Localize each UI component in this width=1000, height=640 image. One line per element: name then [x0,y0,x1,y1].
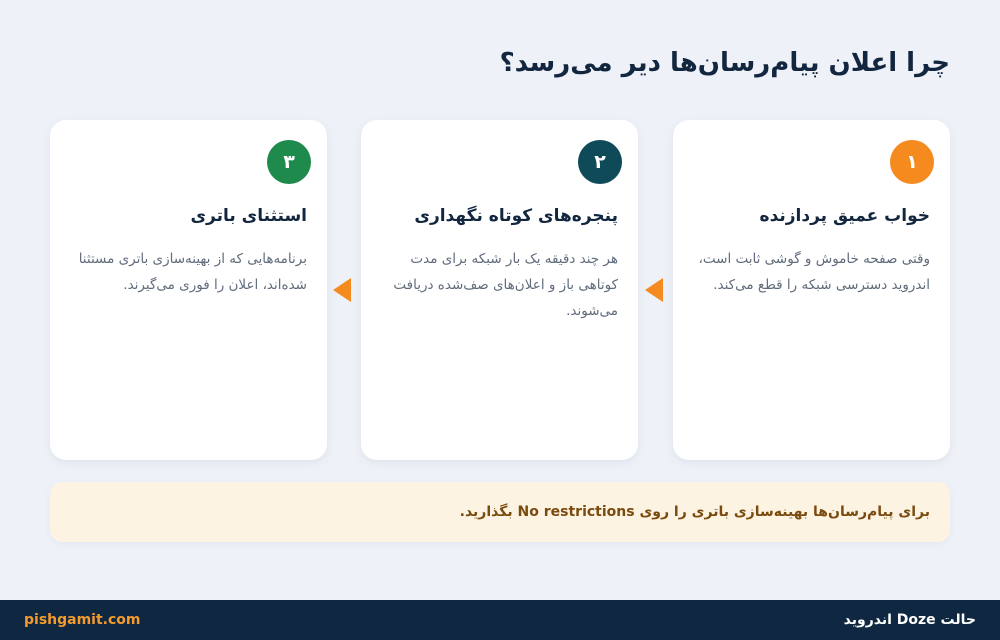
step-card-1 [673,120,950,460]
flow-arrow-icon [333,278,351,302]
step-card-3 [50,120,327,460]
flow-arrow-icon [645,278,663,302]
step-title: خواب عمیق پردازنده [759,206,930,226]
step-description: وقتی صفحه خاموش و گوشی ثابت است، اندروید دسترسی شبکه را قطع می‌کند. [698,251,930,293]
step-number-badge: ۳ [267,140,311,184]
footer-bar [0,600,1000,640]
tip-text: برای پیام‌رسان‌ها بهینه‌سازی باتری را روی No restrictions بگذارید. [459,504,930,520]
step-title: استثنای باتری [190,206,307,226]
step-number-badge: ۱ [890,140,934,184]
footer-site-link[interactable]: pishgamit.com [24,612,141,628]
step-description: برنامه‌هایی که از بهینه‌سازی باتری مستثنا شده‌اند، اعلان را فوری می‌گیرند. [78,251,307,293]
tip-banner [50,482,950,542]
footer-title: حالت Doze اندروید [843,612,976,628]
step-number-badge: ۲ [578,140,622,184]
step-description: هر چند دقیقه یک بار شبکه برای مدت کوتاهی باز و اعلان‌های صف‌شده دریافت می‌شوند. [393,251,618,319]
step-title: پنجره‌های کوتاه نگهداری [414,206,618,226]
step-card-2 [361,120,638,460]
page-title: چرا اعلان پیام‌رسان‌ها دیر می‌رسد؟ [499,48,950,78]
